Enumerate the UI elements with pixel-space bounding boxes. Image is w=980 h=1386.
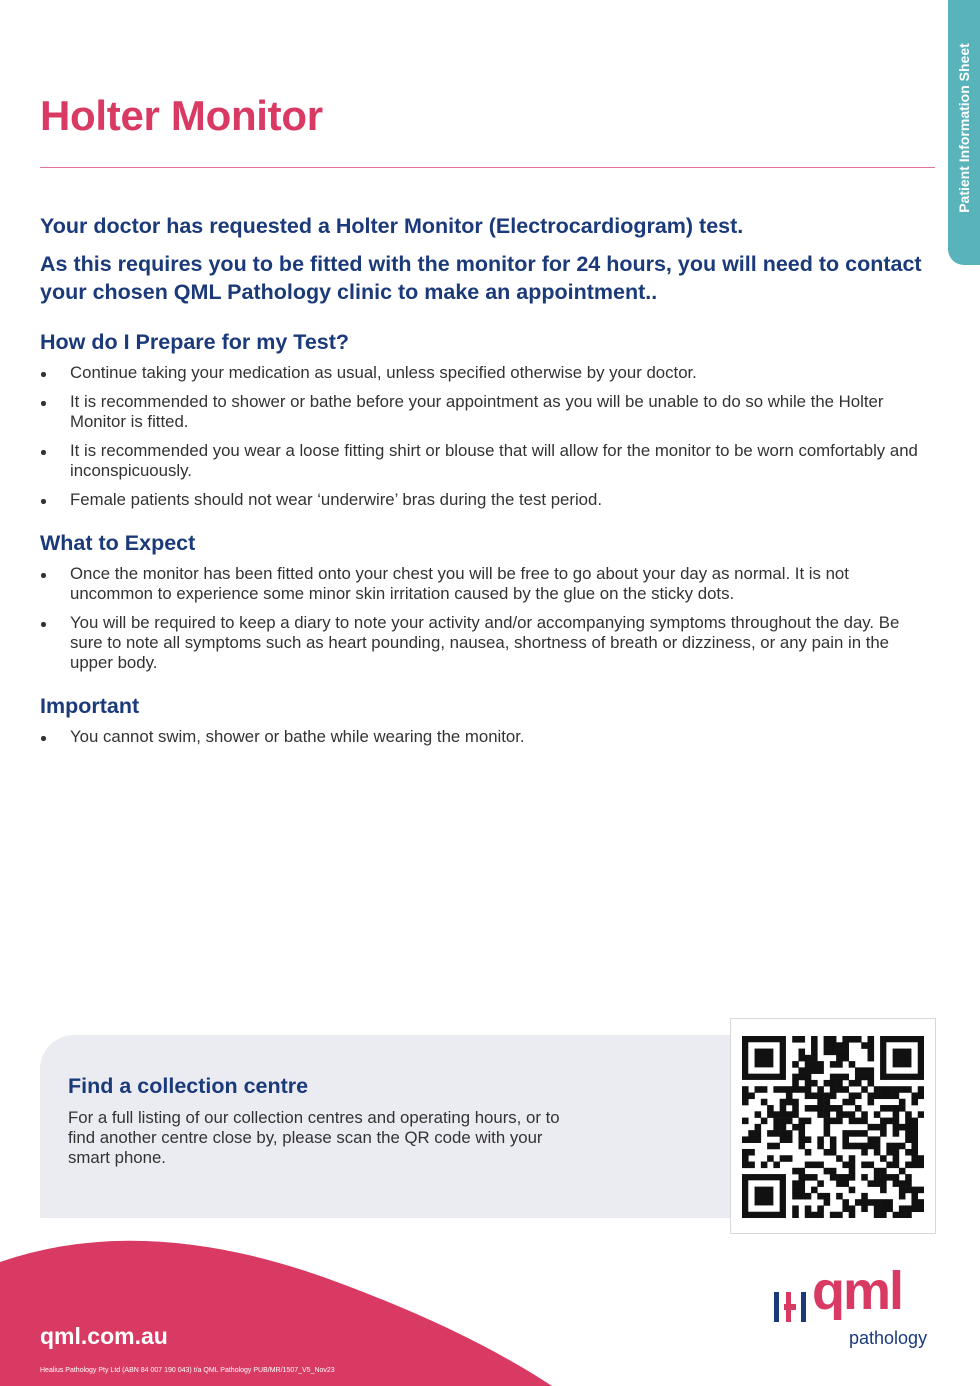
- footer-wave: [0, 1240, 560, 1386]
- legal-text: Healius Pathology Pty Ltd (ABN 84 007 190 043) t/a QML Pathology PUB/MR/1507_V5_Nov23: [40, 1367, 335, 1374]
- website-link[interactable]: qml.com.au: [40, 1323, 168, 1349]
- section-prepare: [40, 329, 925, 510]
- intro-line-1: Your doctor has requested a Holter Monitor (Electrocardiogram) test.: [40, 214, 744, 238]
- logo-bars-icon: [774, 1292, 810, 1322]
- patient-info-tab: [948, 0, 980, 265]
- list-item: You cannot swim, shower or bathe while wearing the monitor.: [40, 727, 925, 747]
- section-heading: What to Expect: [40, 531, 196, 555]
- qml-logo: [770, 1261, 940, 1352]
- logo-sub: pathology: [849, 1328, 928, 1348]
- title-divider: [40, 167, 935, 168]
- intro-line-2: As this requires you to be fitted with the monitor for 24 hours, you will need to contact your chosen QML Pathology clinic to make an appointment..: [40, 252, 922, 304]
- bullet-list: [40, 564, 925, 673]
- list-item: Continue taking your medication as usual, unless specified otherwise by your doctor.: [40, 363, 925, 383]
- list-item: It is recommended you wear a loose fitting shirt or blouse that will allow for the monitor to be worn comfortably and inconspicuously.: [40, 441, 925, 481]
- collection-centre-panel: [40, 1035, 760, 1218]
- list-item: It is recommended to shower or bathe before your appointment as you will be unable to do so while the Holter Monitor is fitted.: [40, 392, 925, 432]
- bullet-list: [40, 363, 925, 510]
- qr-code-frame: [730, 1018, 936, 1234]
- intro: [40, 212, 930, 306]
- main-content: [40, 329, 925, 756]
- collection-heading: Find a collection centre: [68, 1074, 309, 1098]
- patient-info-tab-label: Patient Information Sheet: [956, 43, 972, 213]
- list-item: You will be required to keep a diary to note your activity and/or accompanying symptoms throughout the day. Be sure to note all symptoms such as heart pounding, nausea, shortness of breath or dizziness, or any pain in the upper body.: [40, 613, 925, 673]
- section-expect: [40, 530, 925, 673]
- list-item: Once the monitor has been fitted onto your chest you will be free to go about your day as normal. It is not uncommon to experience some minor skin irritation caused by the glue on the sticky dots.: [40, 564, 925, 604]
- collection-text: For a full listing of our collection centres and operating hours, or to find another centre close by, please scan the QR code with your smart phone.: [68, 1108, 560, 1167]
- bullet-list: [40, 727, 925, 747]
- section-heading: Important: [40, 694, 140, 718]
- page-title: Holter Monitor: [40, 92, 323, 139]
- section-heading: How do I Prepare for my Test?: [40, 330, 350, 354]
- list-item: Female patients should not wear ‘underwire’ bras during the test period.: [40, 490, 925, 510]
- logo-word: qml: [812, 1261, 903, 1321]
- section-important: [40, 693, 925, 747]
- qr-code-icon: [742, 1036, 924, 1218]
